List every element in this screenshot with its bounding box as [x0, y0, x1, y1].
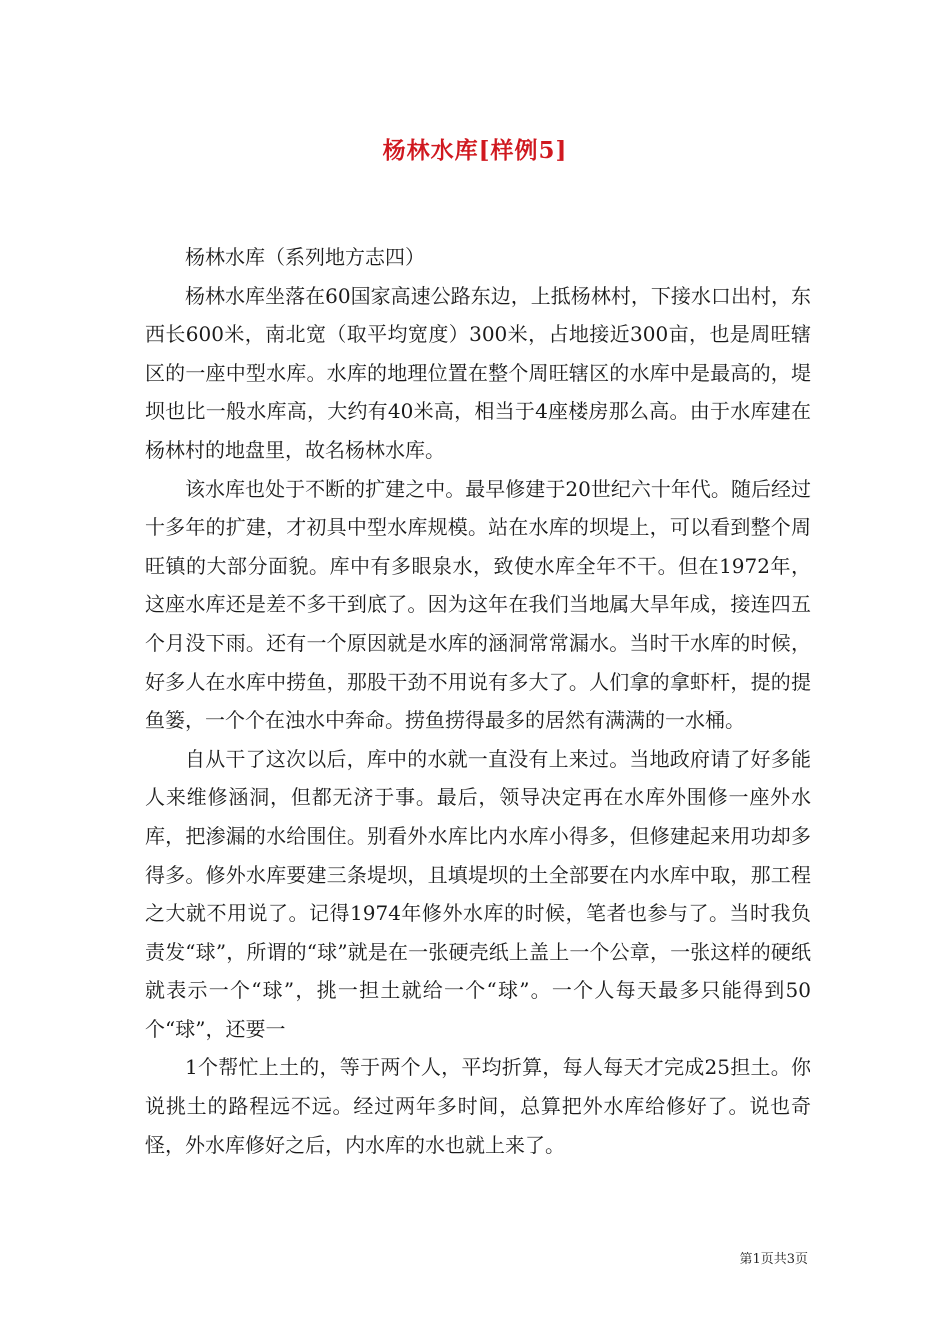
paragraph-conclusion: 1个帮忙上土的，等于两个人，平均折算，每人每天才完成25担土。你说挑土的路程远不远。经过两年多时间，总算把外水库给修好了。说也奇怪，外水库修好之后，内水库的水也就上来了。 — [145, 1055, 811, 1157]
paragraph-outer-reservoir: 自从干了这次以后，库中的水就一直没有上来过。当地政府请了好多能人来维修涵洞，但都无济于事。最后，领导决定再在水库外围修一座外水库，把渗漏的水给围住。别看外水库比内水库小得多，但修建起来用功却多得多。修外水库要建三条堤坝，且填堤坝的土全部要在内水库中取，那工程之大就不用说了。记得1974年修外水库的时候，笔者也参与了。当时我负责发“球”，所谓的“球”就是在一张硬壳纸上盖上一个公章，一张这样的硬纸就表示一个“球”，挑一担土就给一个“球”。一个人每天最多只能得到50个“球”，还要一 — [145, 746, 811, 1041]
document-title: 杨林水库[样例5] — [382, 137, 568, 164]
paragraph-history: 该水库也处于不断的扩建之中。最早修建于20世纪六十年代。随后经过十多年的扩建，才初具中型水库规模。站在水库的坝堤上，可以看到整个周旺镇的大部分面貌。库中有多眼泉水，致使水库全年不干。但在1972年，这座水库还是差不多干到底了。因为这年在我们当地属大旱年成，接连四五个月没下雨。还有一个原因就是水库的涵洞常常漏水。当时干水库的时候，好多人在水库中捞鱼，那股干劲不用说有多大了。人们拿的拿虾杆，提的提鱼篓，一个个在浊水中奔命。捞鱼捞得最多的居然有满满的一水桶。 — [145, 476, 811, 733]
document-body — [145, 238, 811, 1164]
paragraph-subtitle: 杨林水库（系列地方志四） — [185, 245, 425, 269]
paragraph-location: 杨林水库坐落在60国家高速公路东边，上抵杨林村，下接水口出村，东西长600米，南北宽（取平均宽度）300米，占地接近300亩，也是周旺辖区的一座中型水库。水库的地理位置在整个周旺辖区的水库中是最高的，堤坝也比一般水库高，大约有40米高，相当于4座楼房那么高。由于水库建在杨林村的地盘里，故名杨林水库。 — [145, 283, 811, 462]
page-number: 第1页共3页 — [739, 1252, 808, 1267]
